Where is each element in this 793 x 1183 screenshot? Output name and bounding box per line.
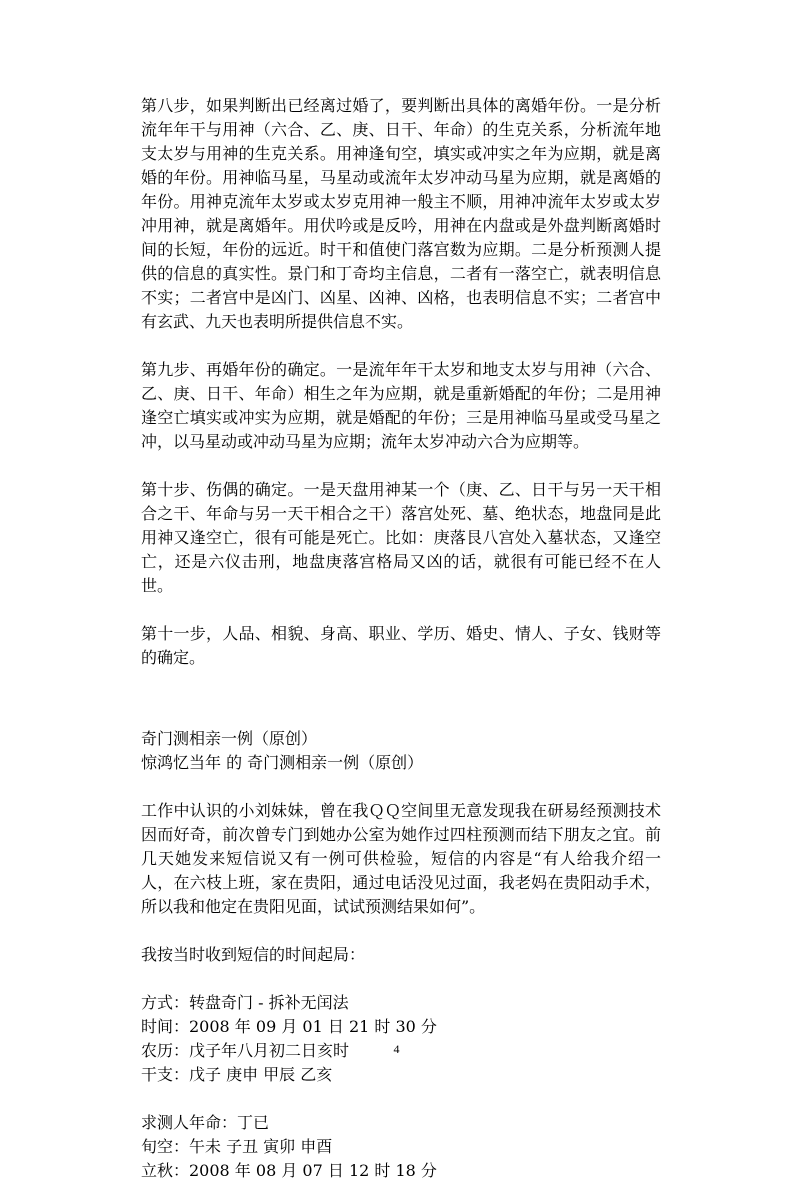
paragraph-step-9: 第九步、再婚年份的确定。一是流年年干太岁和地支太岁与用神（六合、乙、庚、日干、年命）相生之年为应期，就是重新婚配的年份；二是用神逢空亡填实或冲实为应期，就是婚配的年份；三是用神临马星或受马星之冲，以马星动或冲动马星为应期；流年太岁冲动六合为应期等。: [141, 360, 661, 451]
chart-time: 时间：2008 年 09 月 01 日 21 时 30 分: [141, 1017, 437, 1036]
chart-lunar-date: 农历：戊子年八月初二日亥时: [141, 1041, 350, 1060]
paragraph-intro: 工作中认识的小刘妹妹，曾在我ＱＱ空间里无意发现我在研易经预测技术因而好奇，前次曾专门到她办公室为她作过四柱预测而结下朋友之宜。前几天她发来短信说又有一例可供检验，短信的内容是“有人给我介绍一人，在六枝上班，家在贵阳，通过电话没见过面，我老妈在贵阳动手术，所以我和他定在贵阳见面，试试预测结果如何”。: [141, 801, 661, 916]
page-number: 4: [393, 1042, 400, 1056]
chart-xunkong: 旬空：午未 子丑 寅卯 申酉: [141, 1137, 333, 1156]
chart-subject-year: 求测人年命：丁已: [141, 1113, 270, 1132]
paragraph-step-8: 第八步，如果判断出已经离过婚了，要判断出具体的离婚年份。一是分析流年年干与用神（六合、乙、庚、日干、年命）的生克关系，分析流年地支太岁与用神的生克关系。用神逢旬空，填实或冲实之年为应期，就是离婚的年份。用神临马星，马星动或流年太岁冲动马星为应期，就是离婚的年份。用神克流年太岁或太岁克用神一般主不顺，用神冲流年太岁或太岁冲用神，就是离婚年。用伏吟或是反吟，用神在内盘或是外盘判断离婚时间的长短，年份的远近。时干和值使门落宫数为应期。二是分析预测人提供的信息的真实性。景门和丁奇均主信息，二者有一落空亡，就表明信息不实；二者宫中是凶门、凶星、凶神、凶格，也表明信息不实；二者宫中有玄武、九天也表明所提供信息不实。: [141, 96, 661, 331]
article-title: 奇门测相亲一例（原创）: [141, 729, 318, 748]
chart-info-block: [141, 991, 661, 1183]
chart-ganzhi: 干支：戊子 庚申 甲辰 乙亥: [141, 1065, 333, 1084]
paragraph-setup: 我按当时收到短信的时间起局：: [141, 945, 366, 964]
chart-liqiu: 立秋：2008 年 08 月 07 日 12 时 18 分: [141, 1161, 437, 1180]
article-subtitle: 惊鸿忆当年 的 奇门测相亲一例（原创）: [141, 753, 424, 772]
document-body: [141, 94, 661, 1183]
paragraph-step-10: 第十步、伤偶的确定。一是天盘用神某一个（庚、乙、日干与另一天干相合之干、年命与另一天干相合之干）落宫处死、墓、绝状态，地盘同是此用神又逢空亡，很有可能是死亡。比如：庚落艮八宫处入墓状态，又逢空亡，还是六仪击刑，地盘庚落宫格局又凶的话，就很有可能已经不在人世。: [141, 480, 661, 595]
chart-method: 方式：转盘奇门 - 拆补无闰法: [141, 993, 349, 1012]
paragraph-step-11: 第十一步，人品、相貌、身高、职业、学历、婚史、情人、子女、钱财等的确定。: [141, 624, 661, 667]
